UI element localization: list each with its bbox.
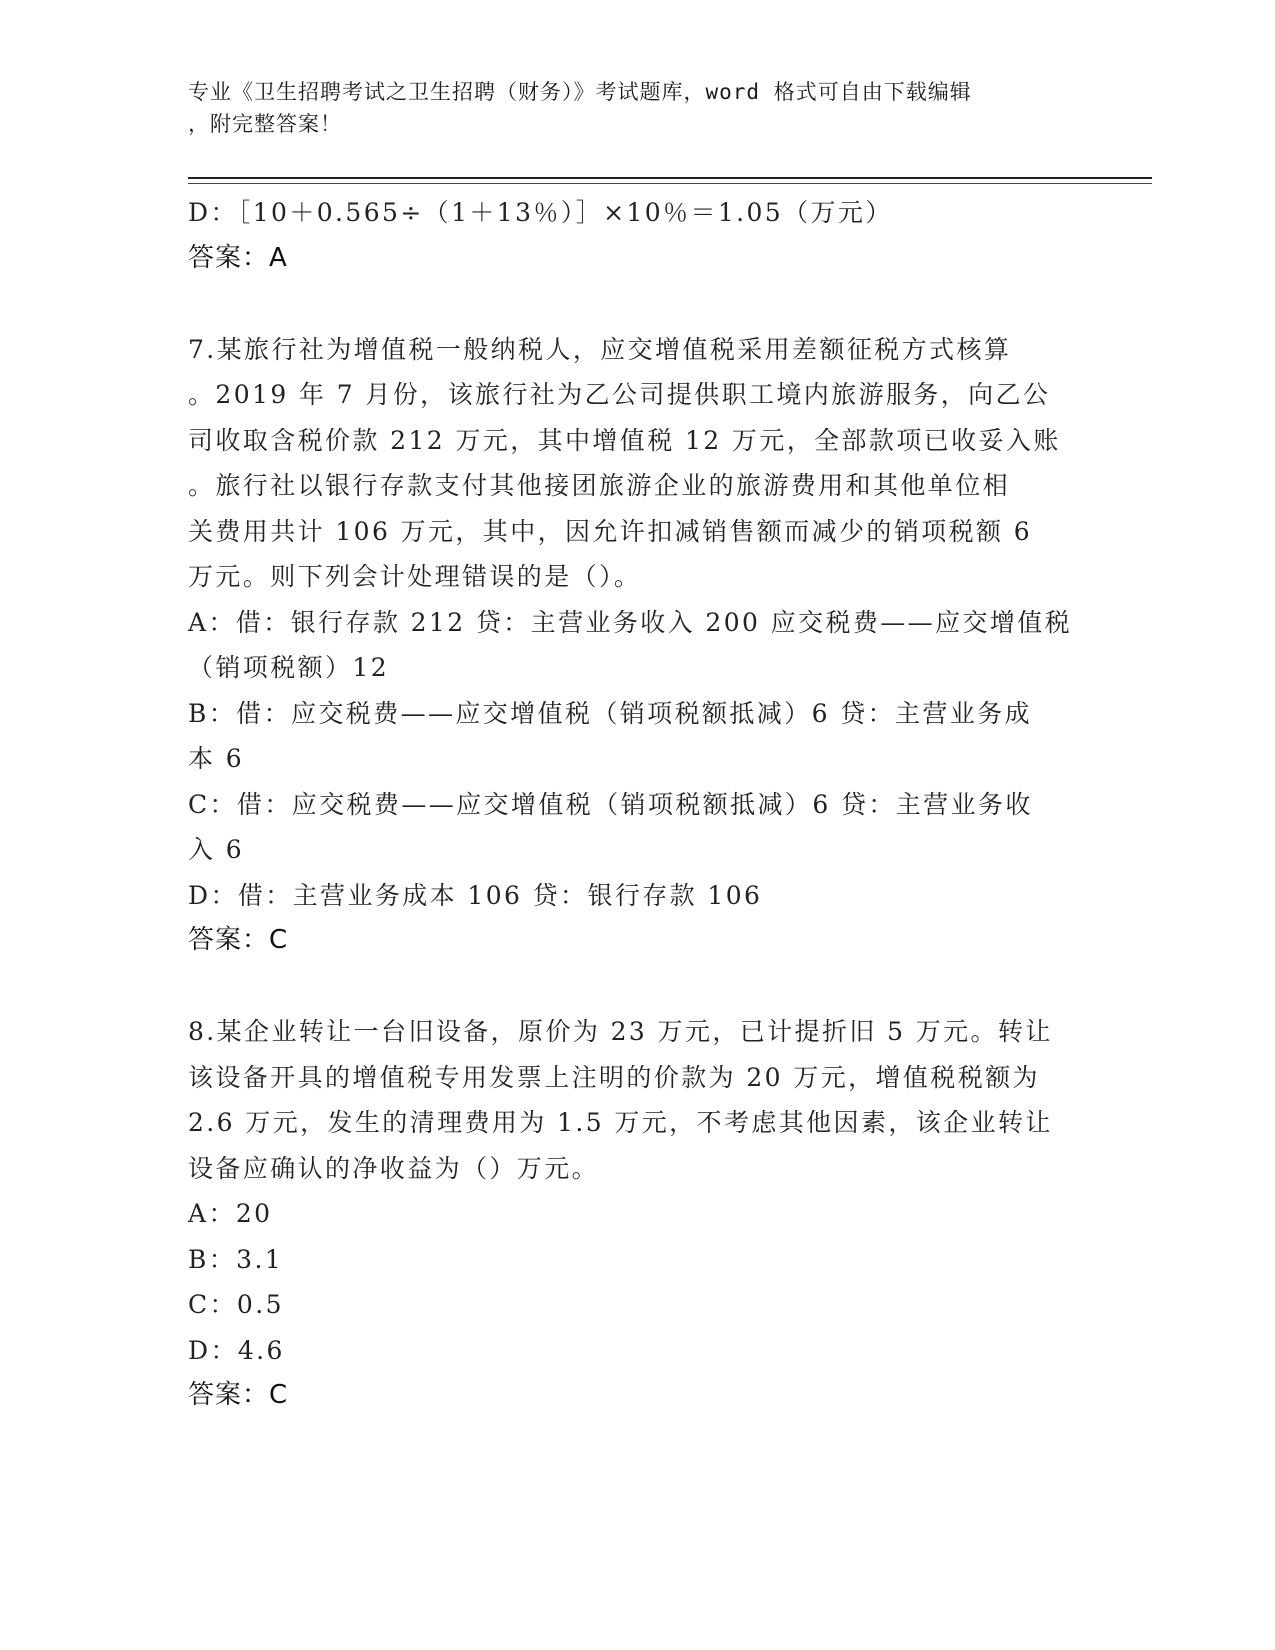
q7-option-d: D：借：主营业务成本 106 贷：银行存款 106 — [188, 880, 763, 910]
q7-answer: 答案：C — [188, 925, 289, 955]
document-header — [188, 76, 1088, 140]
q7-stem-line: 关费用共计 106 万元，其中，因允许扣减销售额而减少的销项税额 6 — [188, 516, 1033, 546]
q8-stem-line: 该设备开具的增值税专用发票上注明的价款为 20 万元，增值税税额为 — [188, 1062, 1040, 1092]
q7-option-a-cont: （销项税额）12 — [188, 653, 390, 682]
q7-stem-line: 7.某旅行社为增值税一般纳税人，应交增值税采用差额征税方式核算 — [188, 334, 1012, 364]
spacer — [188, 964, 1088, 1010]
q7-stem-line: 司收取含税价款 212 万元，其中增值税 12 万元，全部款项已收妥入账 — [188, 425, 1061, 455]
q7-stem-line: 万元。则下列会计处理错误的是（）。 — [188, 562, 642, 591]
prev-answer: 答案：A — [188, 242, 288, 273]
prev-option-d: D：［10＋0.565÷（1＋13％）］×10％＝1.05（万元） — [188, 198, 893, 227]
q8-option-c: C：0.5 — [188, 1290, 284, 1319]
header-divider-thin — [188, 183, 1152, 184]
q7-stem-line: 。2019 年 7 月份，该旅行社为乙公司提供职工境内旅游服务，向乙公 — [188, 380, 1051, 409]
q7-option-a: A：借：银行存款 212 贷：主营业务收入 200 应交税费——应交增值税 — [188, 607, 1073, 637]
document-body — [188, 190, 1088, 1419]
q7-option-c: C：借：应交税费——应交增值税（销项税额抵减）6 贷：主营业务收 — [188, 789, 1033, 819]
question-7 — [188, 327, 1088, 964]
q8-option-b: B：3.1 — [188, 1244, 284, 1274]
q8-stem-line: 8.某企业转让一台旧设备，原价为 23 万元，已计提折旧 5 万元。转让 — [188, 1017, 1053, 1046]
q8-option-a: A：20 — [188, 1199, 273, 1228]
q8-stem-line: 设备应确认的净收益为（）万元。 — [188, 1153, 600, 1183]
q7-option-b-cont: 本 6 — [188, 744, 245, 773]
q8-stem-line: 2.6 万元，发生的清理费用为 1.5 万元，不考虑其他因素，该企业转让 — [188, 1108, 1053, 1137]
header-line-2: ，附完整答案！ — [188, 112, 342, 136]
q7-stem-line: 。旅行社以银行存款支付其他接团旅游企业的旅游费用和其他单位相 — [188, 471, 1011, 500]
header-line-1: 专业《卫生招聘考试之卫生招聘（财务）》考试题库，word 格式可自由下载编辑 — [188, 80, 972, 104]
q8-answer: 答案：C — [188, 1380, 289, 1410]
q7-option-c-cont: 入 6 — [188, 835, 245, 864]
q7-option-b: B：借：应交税费——应交增值税（销项税额抵减）6 贷：主营业务成 — [188, 698, 1033, 728]
spacer — [188, 281, 1088, 327]
header-divider-thick — [188, 177, 1152, 179]
question-8 — [188, 1009, 1088, 1419]
q8-option-d: D：4.6 — [188, 1335, 285, 1365]
